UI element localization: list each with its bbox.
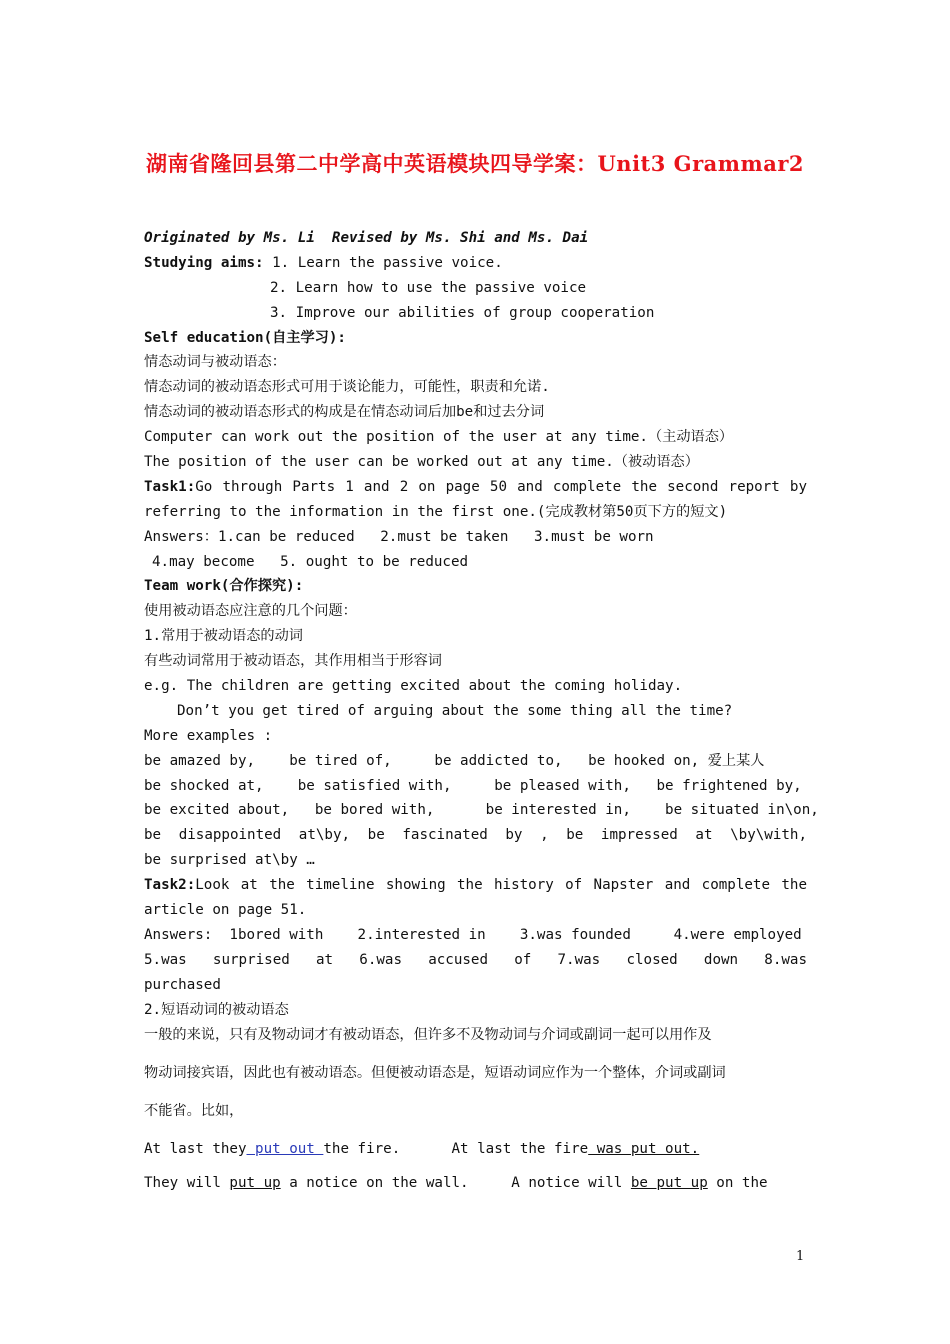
example-text: on the xyxy=(707,1174,768,1191)
task1-text: Go through Parts 1 and 2 on page 50 and complete the second report by xyxy=(195,478,807,495)
aim-item: 1. Learn the passive voice. xyxy=(272,254,503,271)
aim-item: 2. Learn how to use the passive voice xyxy=(270,279,587,296)
task2-label: Task2: xyxy=(144,877,196,894)
page-number: 1 xyxy=(796,1249,805,1264)
example-line: e.g. The children are getting excited about the coming holiday. xyxy=(144,678,683,695)
text-line: 使用被动语态应注意的几个问题： xyxy=(144,603,357,620)
task2-line-1 xyxy=(144,873,807,898)
task1-line-2: referring to the information in the first one.(完成教材第50页下方的短文) xyxy=(144,503,728,520)
task2-text: Look at the timeline showing the history of Napster and complete the xyxy=(195,877,807,894)
credit-line: Originated by Ms. Li Revised by Ms. Shi and Ms. Dai xyxy=(144,230,589,246)
phrasal-example-1 xyxy=(144,1137,807,1171)
text-line: More examples : xyxy=(144,727,273,744)
underlined-phrase: put out xyxy=(246,1140,324,1157)
underlined-phrase: put up xyxy=(229,1174,281,1191)
task1-label: Task1: xyxy=(144,478,196,495)
task1-line-1 xyxy=(144,475,807,500)
underlined-phrase: be put up xyxy=(630,1174,708,1191)
example-line: be shocked at, be satisfied with, be pleased with, be frightened by, xyxy=(144,777,802,794)
example-text: At last they xyxy=(144,1140,247,1157)
aims-line-1 xyxy=(144,251,807,276)
example-text: a notice on the wall. A notice will xyxy=(280,1174,631,1191)
example-line: Don’t you get tired of arguing about the some thing all the time? xyxy=(177,702,733,719)
text-line: 情态动词的被动语态形式的构成是在情态动词后加be和过去分词 xyxy=(144,404,545,421)
page-title: 湖南省隆回县第二中学高中英语模块四导学案：Unit3 Grammar2 xyxy=(145,151,804,176)
paragraph-line: 不能省。比如， xyxy=(144,1102,244,1119)
text-line: 情态动词与被动语态： xyxy=(144,354,286,371)
underlined-phrase: was put out. xyxy=(588,1140,700,1157)
phrasal-example-2 xyxy=(144,1171,807,1196)
phrasal-heading: 2.短语动词的被动语态 xyxy=(144,1001,289,1018)
paragraph-line: 一般的来说，只有及物动词才有被动语态，但许多不及物动词与介词或副词一起可以用作及 xyxy=(144,1026,712,1043)
example-line: be surprised at\by … xyxy=(144,852,315,869)
answers-line: Answers: 1bored with 2.interested in 3.was founded 4.were employed xyxy=(144,926,802,943)
answers-line: purchased xyxy=(144,976,221,993)
example-line: be amazed by, be tired of, be addicted to, be hooked on, 爱上某人 xyxy=(144,752,765,769)
text-line: The position of the user can be worked out at any time.（被动语态） xyxy=(144,454,699,471)
answers-line: 4.may become 5. ought to be reduced xyxy=(152,553,469,570)
example-line: be disappointed at\by, be fascinated by , be impressed at \by\with, xyxy=(144,827,807,844)
paragraph-line: 物动词接宾语，因此也有被动语态。但便被动语态是，短语动词应作为一个整体，介词或副词 xyxy=(144,1064,726,1081)
self-education-heading: Self education(自主学习): xyxy=(144,329,346,346)
team-work-heading: Team work(合作探究): xyxy=(144,578,304,595)
document-body xyxy=(144,226,819,1195)
text-line: Computer can work out the position of the user at any time.（主动语态） xyxy=(144,429,734,446)
answers-line: 5.was surprised at 6.was accused of 7.was closed down 8.was xyxy=(144,951,807,968)
text-line: 有些动词常用于被动语态，其作用相当于形容词 xyxy=(144,653,442,670)
answers-line: Answers：1.can be reduced 2.must be taken 3.must be worn xyxy=(144,528,654,545)
aims-label: Studying aims: xyxy=(144,254,264,271)
example-text: They will xyxy=(144,1174,230,1191)
text-line: 1.常用于被动语态的动词 xyxy=(144,628,303,645)
example-line: be excited about, be bored with, be interested in, be situated in\on, xyxy=(144,802,819,819)
example-text: the fire. At last the fire xyxy=(323,1140,589,1157)
aim-item: 3. Improve our abilities of group cooperation xyxy=(270,304,655,321)
task2-line-2: article on page 51. xyxy=(144,902,307,919)
text-line: 情态动词的被动语态形式可用于谈论能力，可能性，职责和允诺. xyxy=(144,379,550,396)
